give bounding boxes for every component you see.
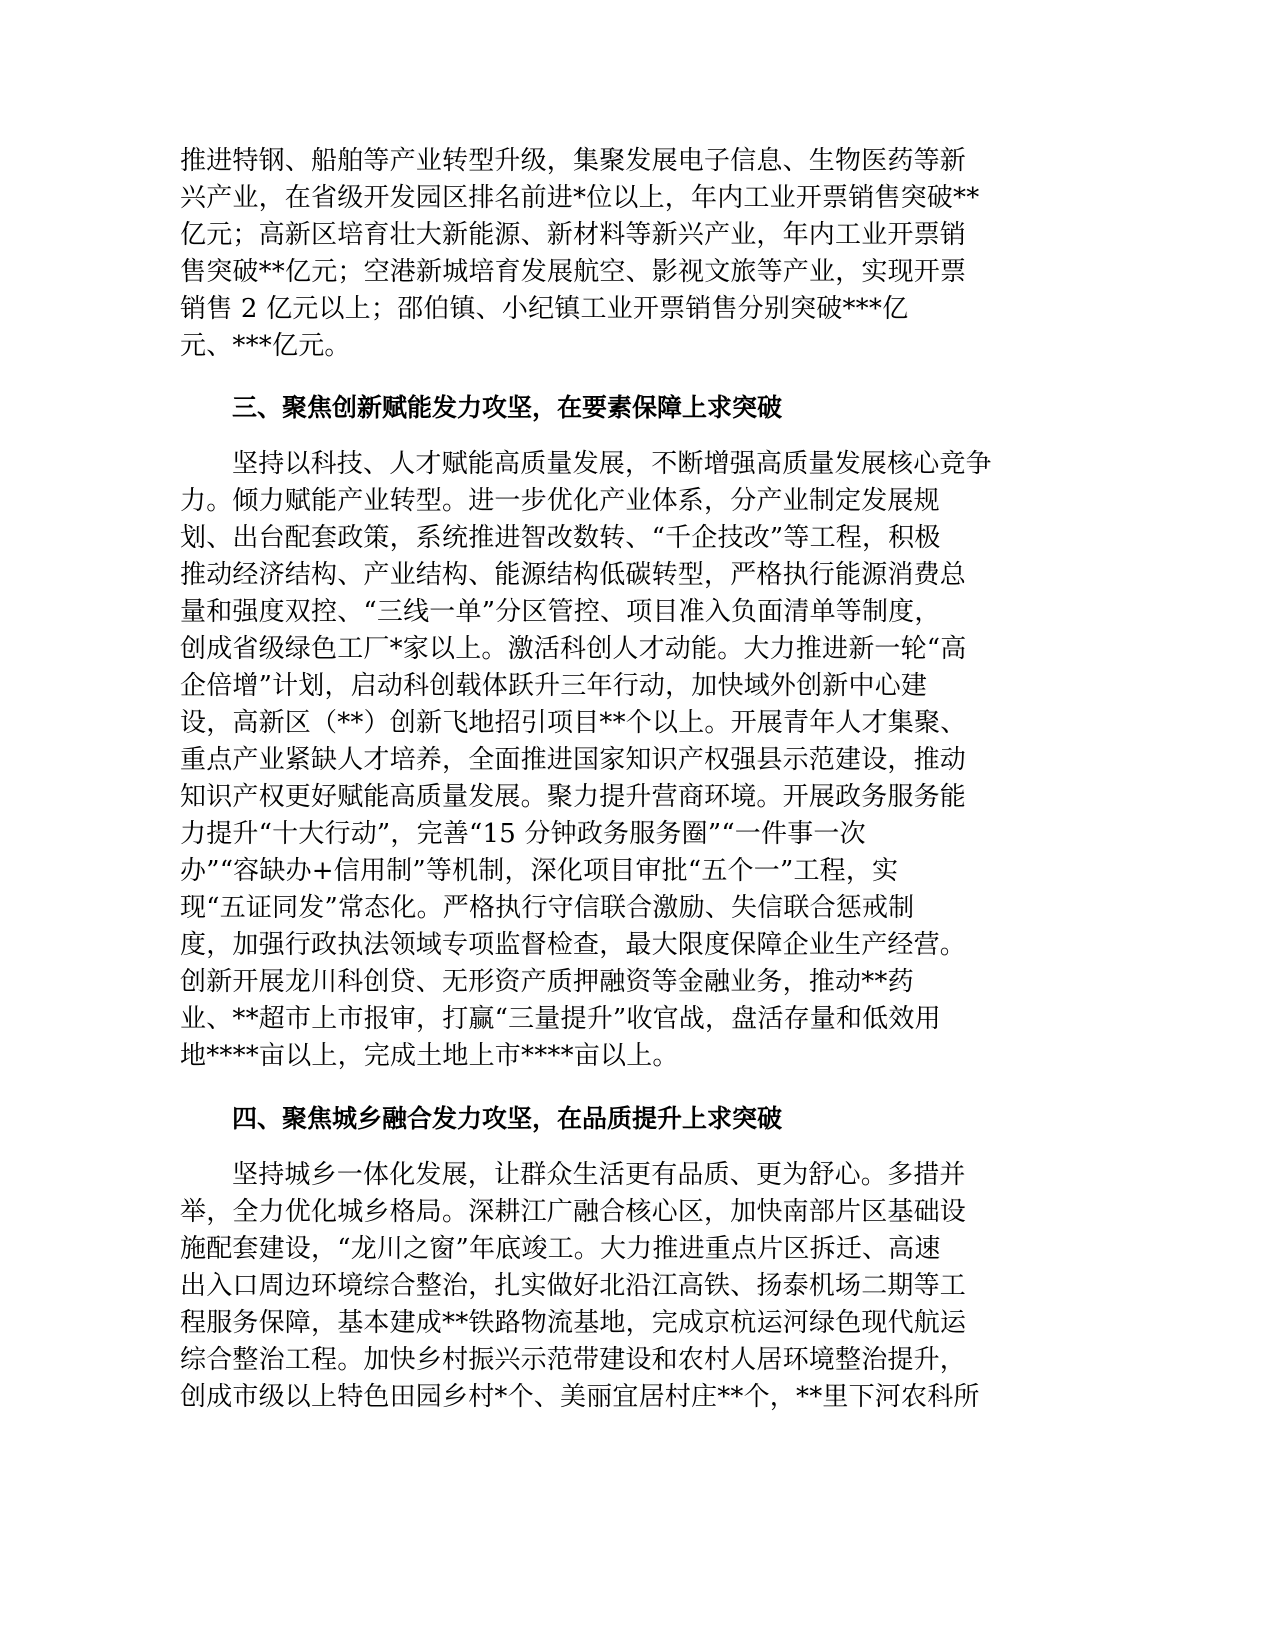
text-line: 现“五证同发”常态化。严格执行守信联合激励、失信联合惩戒制 bbox=[180, 893, 915, 923]
text-line: 坚持城乡一体化发展，让群众生活更有品质、更为舒心。多措并 bbox=[232, 1160, 966, 1190]
text-line: 销售 2 亿元以上；邵伯镇、小纪镇工业开票销售分别突破***亿 bbox=[180, 294, 909, 324]
text-line: 度，加强行政执法领域专项监督检查，最大限度保障企业生产经营。 bbox=[180, 930, 967, 960]
text-line: 元、***亿元。 bbox=[180, 331, 351, 361]
text-line: 知识产权更好赋能高质量发展。聚力提升营商环境。开展政务服务能 bbox=[180, 782, 967, 812]
text-line: 推动经济结构、产业结构、能源结构低碳转型，严格执行能源消费总 bbox=[180, 560, 967, 590]
text-line: 亿元；高新区培育壮大新能源、新材料等新兴产业，年内工业开票销 bbox=[180, 220, 967, 250]
paragraph-continuation bbox=[180, 143, 1080, 365]
text-line: 综合整治工程。加快乡村振兴示范带建设和农村人居环境整治提升， bbox=[180, 1345, 967, 1375]
paragraph-section-3 bbox=[180, 446, 1080, 1075]
text-line: 创新开展龙川科创贷、无形资产质押融资等金融业务，推动**药 bbox=[180, 967, 914, 997]
section-heading-3: 三、聚焦创新赋能发力攻坚，在要素保障上求突破 bbox=[232, 393, 783, 422]
paragraph-section-4 bbox=[180, 1157, 1080, 1416]
text-line: 施配套建设，“龙川之窗”年底竣工。大力推进重点片区拆迁、高速 bbox=[180, 1234, 941, 1264]
text-line: 举，全力优化城乡格局。深耕江广融合核心区，加快南部片区基础设 bbox=[180, 1197, 967, 1227]
text-line: 量和强度双控、“三线一单”分区管控、项目准入负面清单等制度， bbox=[180, 597, 941, 627]
text-line: 推进特钢、船舶等产业转型升级，集聚发展电子信息、生物医药等新 bbox=[180, 146, 967, 176]
section-heading-4: 四、聚焦城乡融合发力攻坚，在品质提升上求突破 bbox=[232, 1104, 783, 1133]
text-line: 售突破**亿元；空港新城培育发展航空、影视文旅等产业，实现开票 bbox=[180, 257, 967, 287]
text-line: 出入口周边环境综合整治，扎实做好北沿江高铁、扬泰机场二期等工 bbox=[180, 1271, 967, 1301]
text-line: 设，高新区（**）创新飞地招引项目**个以上。开展青年人才集聚、 bbox=[180, 708, 967, 738]
text-line: 划、出台配套政策，系统推进智改数转、“千企技改”等工程，积极 bbox=[180, 523, 941, 553]
text-line: 创成市级以上特色田园乡村*个、美丽宜居村庄**个，**里下河农科所 bbox=[180, 1382, 980, 1412]
text-line: 坚持以科技、人才赋能高质量发展，不断增强高质量发展核心竞争 bbox=[232, 449, 992, 479]
text-line: 程服务保障，基本建成**铁路物流基地，完成京杭运河绿色现代航运 bbox=[180, 1308, 967, 1338]
text-line: 创成省级绿色工厂*家以上。激活科创人才动能。大力推进新一轮“高 bbox=[180, 634, 967, 664]
text-line: 企倍增”计划，启动科创载体跃升三年行动，加快域外创新中心建 bbox=[180, 671, 928, 701]
text-line: 兴产业，在省级开发园区排名前进*位以上，年内工业开票销售突破** bbox=[180, 183, 980, 213]
text-line: 业、**超市上市报审，打赢“三量提升”收官战，盘活存量和低效用 bbox=[180, 1004, 941, 1034]
text-line: 地****亩以上，完成土地上市****亩以上。 bbox=[180, 1041, 679, 1071]
text-line: 力。倾力赋能产业转型。进一步优化产业体系，分产业制定发展规 bbox=[180, 486, 940, 516]
text-line: 力提升“十大行动”，完善“15 分钟政务服务圈”“一件事一次 bbox=[180, 819, 866, 849]
text-line: 办”“容缺办+信用制”等机制，深化项目审批“五个一”工程，实 bbox=[180, 856, 899, 886]
text-line: 重点产业紧缺人才培养，全面推进国家知识产权强县示范建设，推动 bbox=[180, 745, 967, 775]
